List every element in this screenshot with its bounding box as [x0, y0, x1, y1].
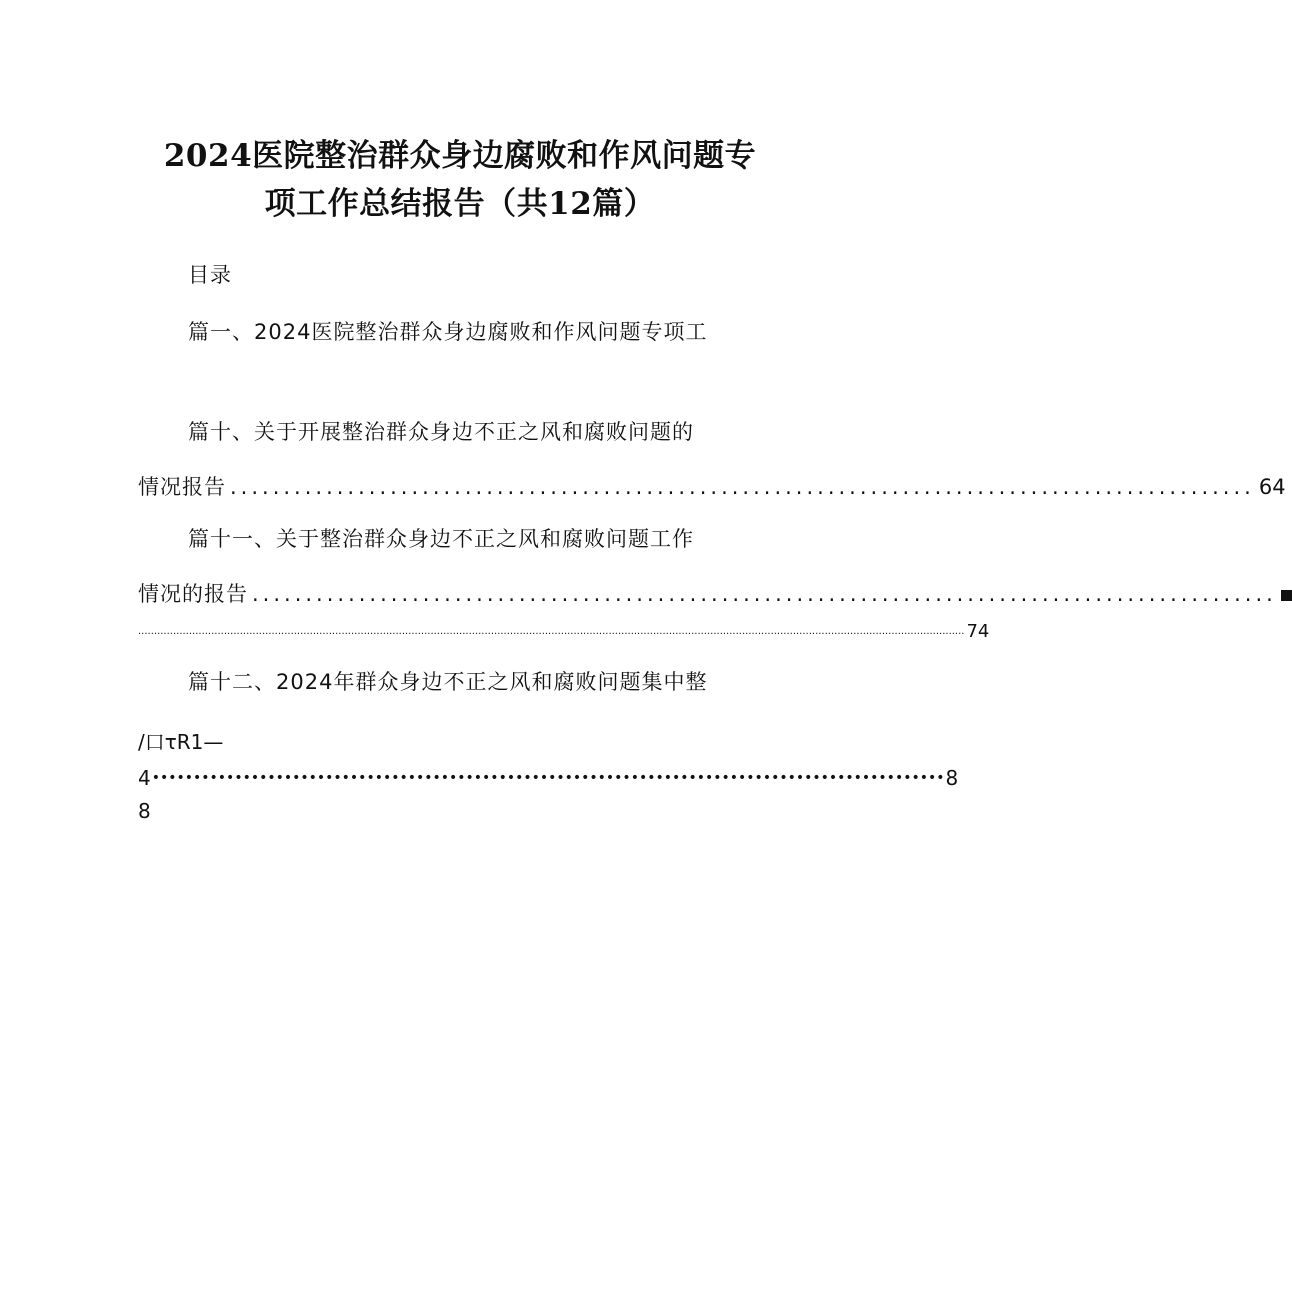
toc-leader-bullets: ••••••••••••••••••••••••••••••••••••••••••••••••••••••••••••••••••••••••••••••••••••••••••••••••: [151, 770, 945, 786]
toc-entry-11-page-number: 74: [966, 621, 990, 642]
toc-entry-11-title[interactable]: 篇十一、关于整治群众身边不正之风和腐败问题工作: [188, 527, 694, 551]
toc-entry-12-page-number: 8: [138, 799, 151, 823]
toc-entry-10-title[interactable]: 篇十、关于开展整治群众身边不正之风和腐败问题的: [188, 420, 694, 444]
toc-entry-12-line-end: 8: [945, 766, 959, 790]
document-title-line-2: 项工作总结报告（共12篇）: [264, 186, 656, 222]
toc-entry-12-garbled-text: /口τR1—: [138, 730, 224, 754]
toc-entry-11-title-cont: 情况的报告: [138, 582, 248, 606]
toc-entry-10-page-number: 64: [1258, 475, 1286, 499]
toc-leader-fine-dots: ....................................................................................................................................................................................................................................................................: [138, 626, 965, 637]
toc-leader-dots: ................................................................................................: [230, 475, 1255, 499]
toc-entry-1-title[interactable]: 篇一、2024医院整治群众身边腐败和作风问题专项工: [188, 320, 708, 344]
toc-heading: 目录: [188, 263, 232, 287]
toc-entry-10-title-cont: 情况报告: [138, 475, 226, 499]
toc-entry-10-continuation[interactable]: [138, 473, 1286, 501]
toc-leader-dots: ................................................................................................: [252, 582, 1277, 606]
square-bullet-icon: [1281, 590, 1292, 601]
toc-entry-12-title[interactable]: 篇十二、2024年群众身边不正之风和腐败问题集中整: [188, 670, 708, 694]
toc-entry-12-leader-line: [138, 764, 959, 792]
toc-entry-11-page-line: [138, 618, 990, 646]
document-title-line-1: 2024医院整治群众身边腐败和作风问题专: [163, 138, 757, 174]
toc-entry-12-line-start: 4: [138, 766, 151, 790]
toc-entry-11-continuation[interactable]: [138, 580, 1277, 608]
